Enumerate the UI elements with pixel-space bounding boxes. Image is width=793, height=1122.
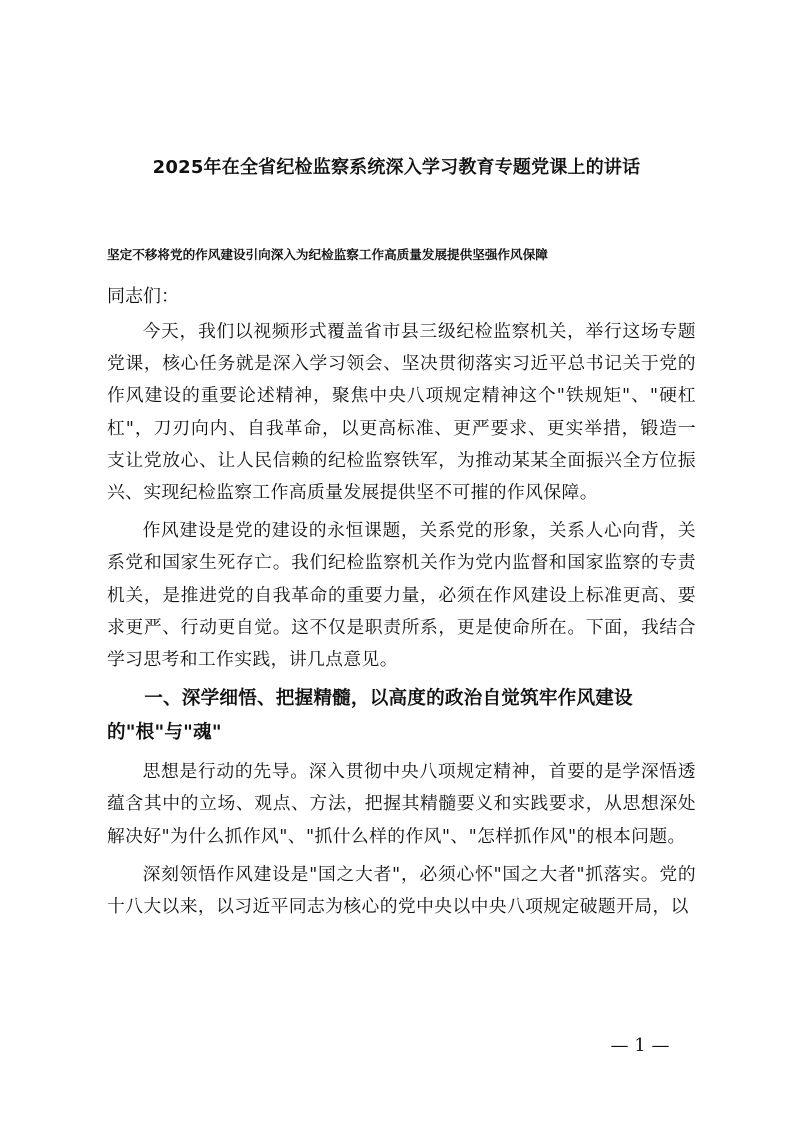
section-heading: 一、深学细悟、把握精髓，以高度的政治自觉筑牢作风建设的"根"与"魂"	[107, 688, 633, 744]
body-paragraph: 思想是行动的先导。深入贯彻中央八项规定精神，首要的是学深悟透蕴含其中的立场、观点、方法，把握其精髓要义和实践要求，从思想深处解决好"为什么抓作风"、"抓什么样的作风"、"怎样抓作风"的根本问题。	[107, 761, 696, 847]
body-paragraph: 深刻领悟作风建设是"国之大者"，必须心怀"国之大者"抓落实。党的十八大以来，以习近平同志为核心的党中央以中央八项规定破题开局，以	[107, 863, 696, 918]
salutation: 同志们：	[107, 286, 179, 307]
document-subtitle: 坚定不移将党的作风建设引向深入为纪检监察工作高质量发展提供坚强作风保障	[107, 247, 548, 262]
body-paragraph: 作风建设是党的建设的永恒课题，关系党的形象，关系人心向背，关系党和国家生死存亡。我们纪检监察机关作为党内监督和国家监察的专责机关，是推进党的自我革命的重要力量，必须在作风建设上标准更高、要求更严、行动更自觉。这不仅是职责所系，更是使命所在。下面，我结合学习思考和工作实践，讲几点意见。	[107, 520, 696, 671]
body-paragraph: 今天，我们以视频形式覆盖省市县三级纪检监察机关，举行这场专题党课，核心任务就是深入学习领会、坚决贯彻落实习近平总书记关于党的作风建设的重要论述精神，聚焦中央八项规定精神这个"铁规矩"、"硬杠杠"，刀刃向内、自我革命，以更高标准、更严要求、更实举措，锻造一支让党放心、让人民信赖的纪检监察铁军，为推动某某全面振兴全方位振兴、实现纪检监察工作高质量发展提供坚不可摧的作风保障。	[107, 321, 696, 504]
document-title: 2025年在全省纪检监察系统深入学习教育专题党课上的讲话	[152, 157, 641, 178]
document-body	[107, 281, 696, 923]
page-number: — 1 —	[610, 1035, 670, 1056]
